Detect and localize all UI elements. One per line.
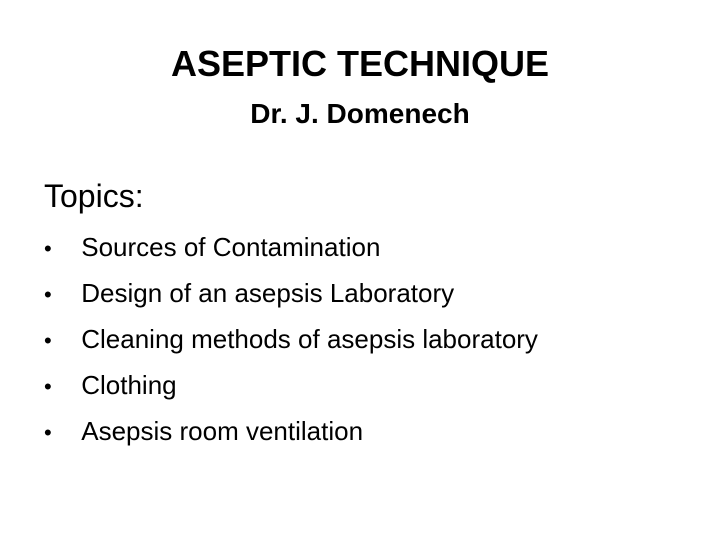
list-item (44, 228, 538, 274)
list-item (44, 412, 538, 458)
topic-list (44, 228, 538, 458)
list-item (44, 320, 538, 366)
topic-text: Design of an asepsis Laboratory (81, 278, 455, 308)
topic-text: Asepsis room ventilation (81, 416, 364, 446)
list-item (44, 366, 538, 412)
list-item (44, 274, 538, 320)
slide-title: ASEPTIC TECHNIQUE (170, 43, 550, 84)
slide-subtitle: Dr. J. Domenech (250, 98, 470, 129)
topics-heading: Topics: (44, 178, 144, 214)
bullet-icon: • (44, 236, 52, 261)
bullet-icon: • (44, 282, 52, 307)
bullet-icon: • (44, 374, 52, 399)
bullet-icon: • (44, 420, 52, 445)
bullet-icon: • (44, 328, 52, 353)
topic-text: Clothing (81, 370, 177, 400)
topic-text: Cleaning methods of asepsis laboratory (81, 324, 538, 354)
topic-text: Sources of Contamination (81, 232, 381, 262)
